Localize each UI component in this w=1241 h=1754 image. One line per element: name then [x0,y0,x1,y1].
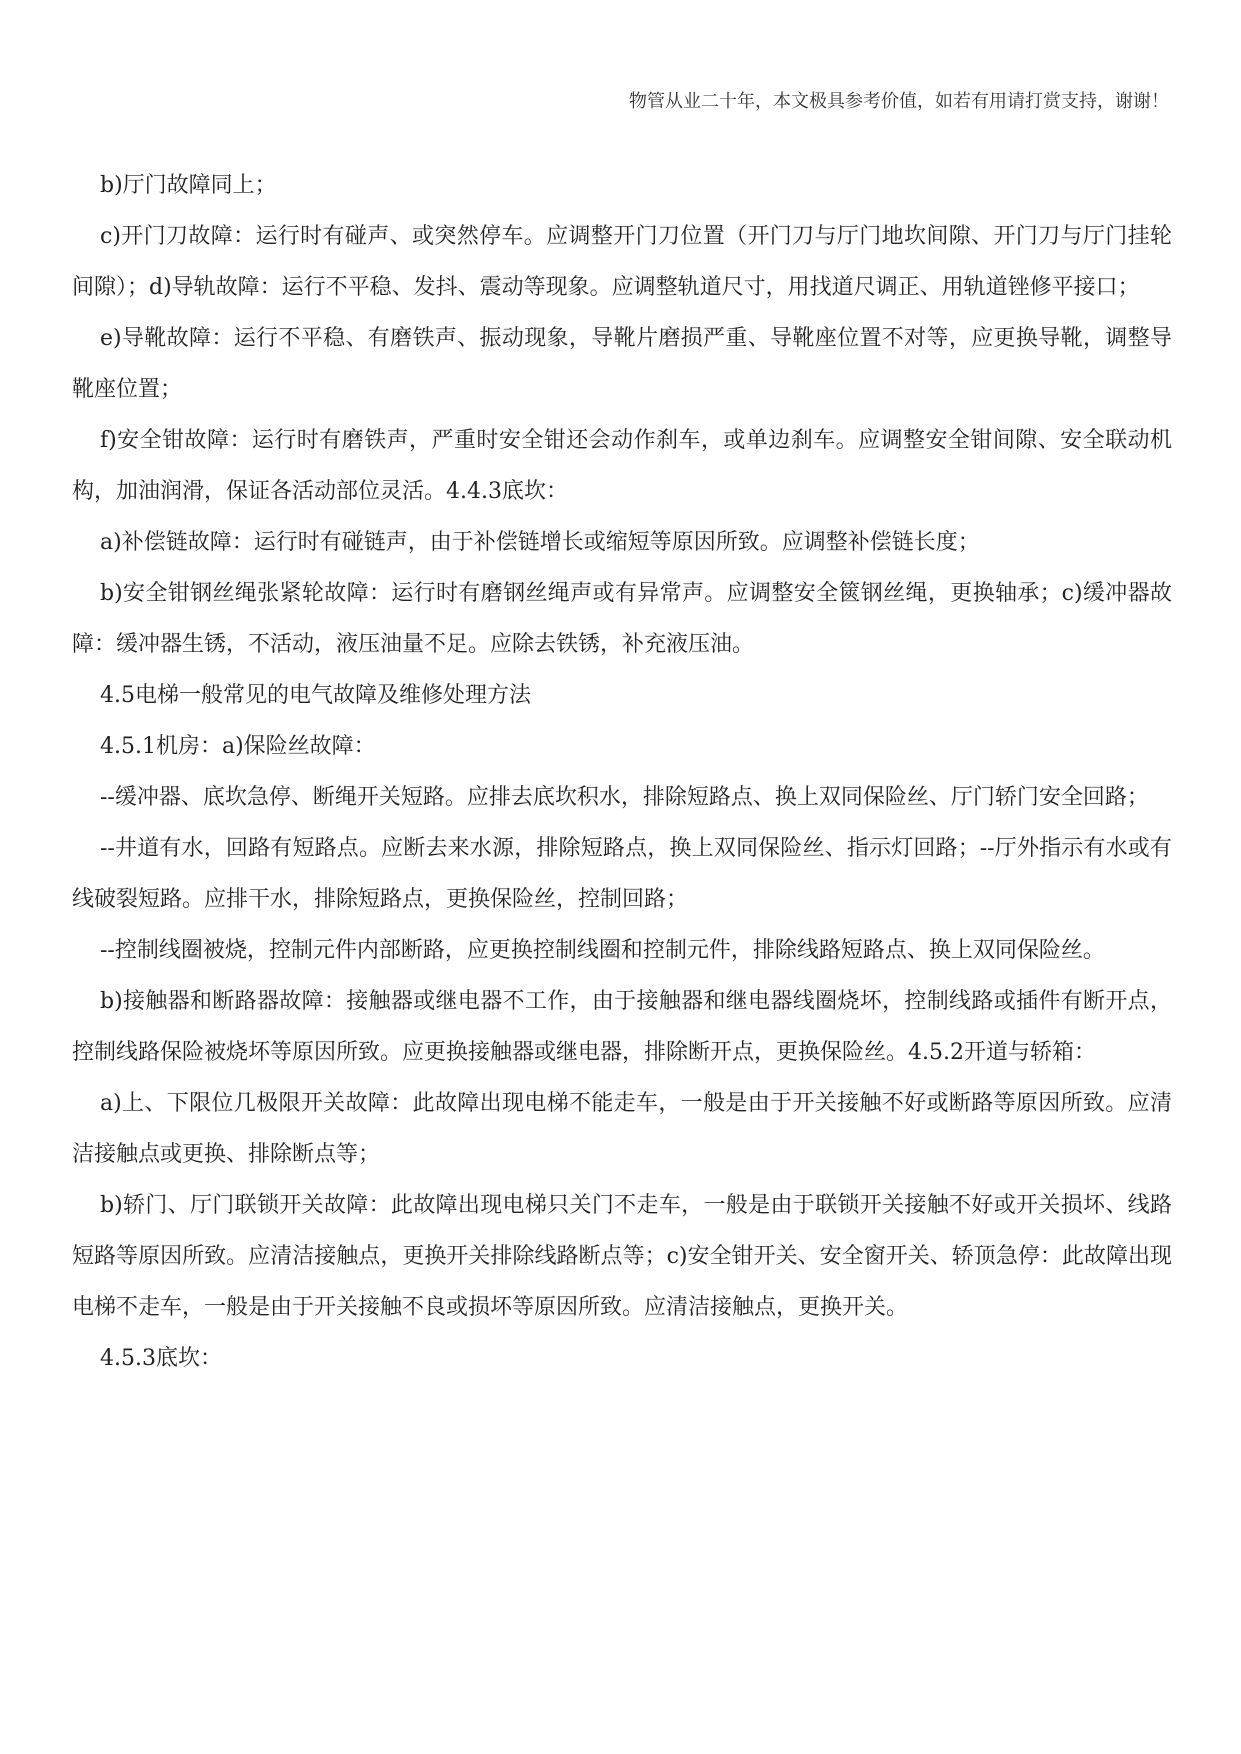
paragraph: a)补偿链故障：运行时有碰链声，由于补偿链增长或缩短等原因所致。应调整补偿链长度； [100,530,980,555]
paragraph: e)导靴故障：运行不平稳、有磨铁声、振动现象，导靴片磨损严重、导靴座位置不对等，应更换导靴，调整导靴座位置； [72,326,1172,402]
paragraph: a)上、下限位几极限开关故障：此故障出现电梯不能走车，一般是由于开关接触不好或断路等原因所致。应清洁接触点或更换、排除断点等； [72,1091,1172,1167]
paragraph: b)厅门故障同上； [100,173,277,198]
paragraph: --控制线圈被烧，控制元件内部断路，应更换控制线圈和控制元件，排除线路短路点、换上双同保险丝。 [100,938,1105,963]
section-heading: 4.5电梯一般常见的电气故障及维修处理方法 [100,683,531,708]
paragraph: --井道有水，回路有短路点。应断去来水源，排除短路点，换上双同保险丝、指示灯回路；--厅外指示有水或有线破裂短路。应排干水，排除短路点，更换保险丝，控制回路； [72,836,1172,912]
paragraph: b)安全钳钢丝绳张紧轮故障：运行时有磨钢丝绳声或有异常声。应调整安全篋钢丝绳，更换轴承；c)缓冲器故障：缓冲器生锈，不活动，液压油量不足。应除去铁锈，补充液压油。 [72,581,1172,657]
subsection-heading: 4.5.1机房：a)保险丝故障： [100,734,376,759]
paragraph: f)安全钳故障：运行时有磨铁声，严重时安全钳还会动作刹车，或单边刹车。应调整安全钳间隙、安全联动机构，加油润滑，保证各活动部位灵活。4.4.3底坎： [72,428,1172,504]
paragraph: c)开门刀故障：运行时有碰声、或突然停车。应调整开门刀位置（开门刀与厅门地坎间隙、开门刀与厅门挂轮间隙）；d)导轨故障：运行不平稳、发抖、震动等现象。应调整轨道尺寸，用找道尺调正、用轨道锉修平接口； [72,224,1172,300]
paragraph: --缓冲器、底坎急停、断绳开关短路。应排去底坎积水，排除短路点、换上双同保险丝、厅门轿门安全回路； [100,785,1149,810]
document-body [72,160,1172,1384]
header-note: 物管从业二十年，本文极具参考价值，如若有用请打赏支持，谢谢！ [629,91,1169,112]
paragraph: b)轿门、厅门联锁开关故障：此故障出现电梯只关门不走车，一般是由于联锁开关接触不好或开关损坏、线路短路等原因所致。应清洁接触点，更换开关排除线路断点等；c)安全钳开关、安全窗开关、轿顶急停：此故障出现电梯不走车，一般是由于开关接触不良或损坏等原因所致。应清洁接触点，更换开关。 [72,1193,1172,1320]
paragraph: b)接触器和断路器故障：接触器或继电器不工作，由于接触器和继电器线圈烧坏，控制线路或插件有断开点，控制线路保险被烧坏等原因所致。应更换接触器或继电器，排除断开点，更换保险丝。4.5.2开道与轿箱： [72,989,1172,1065]
subsection-heading: 4.5.3底坎： [100,1346,222,1371]
